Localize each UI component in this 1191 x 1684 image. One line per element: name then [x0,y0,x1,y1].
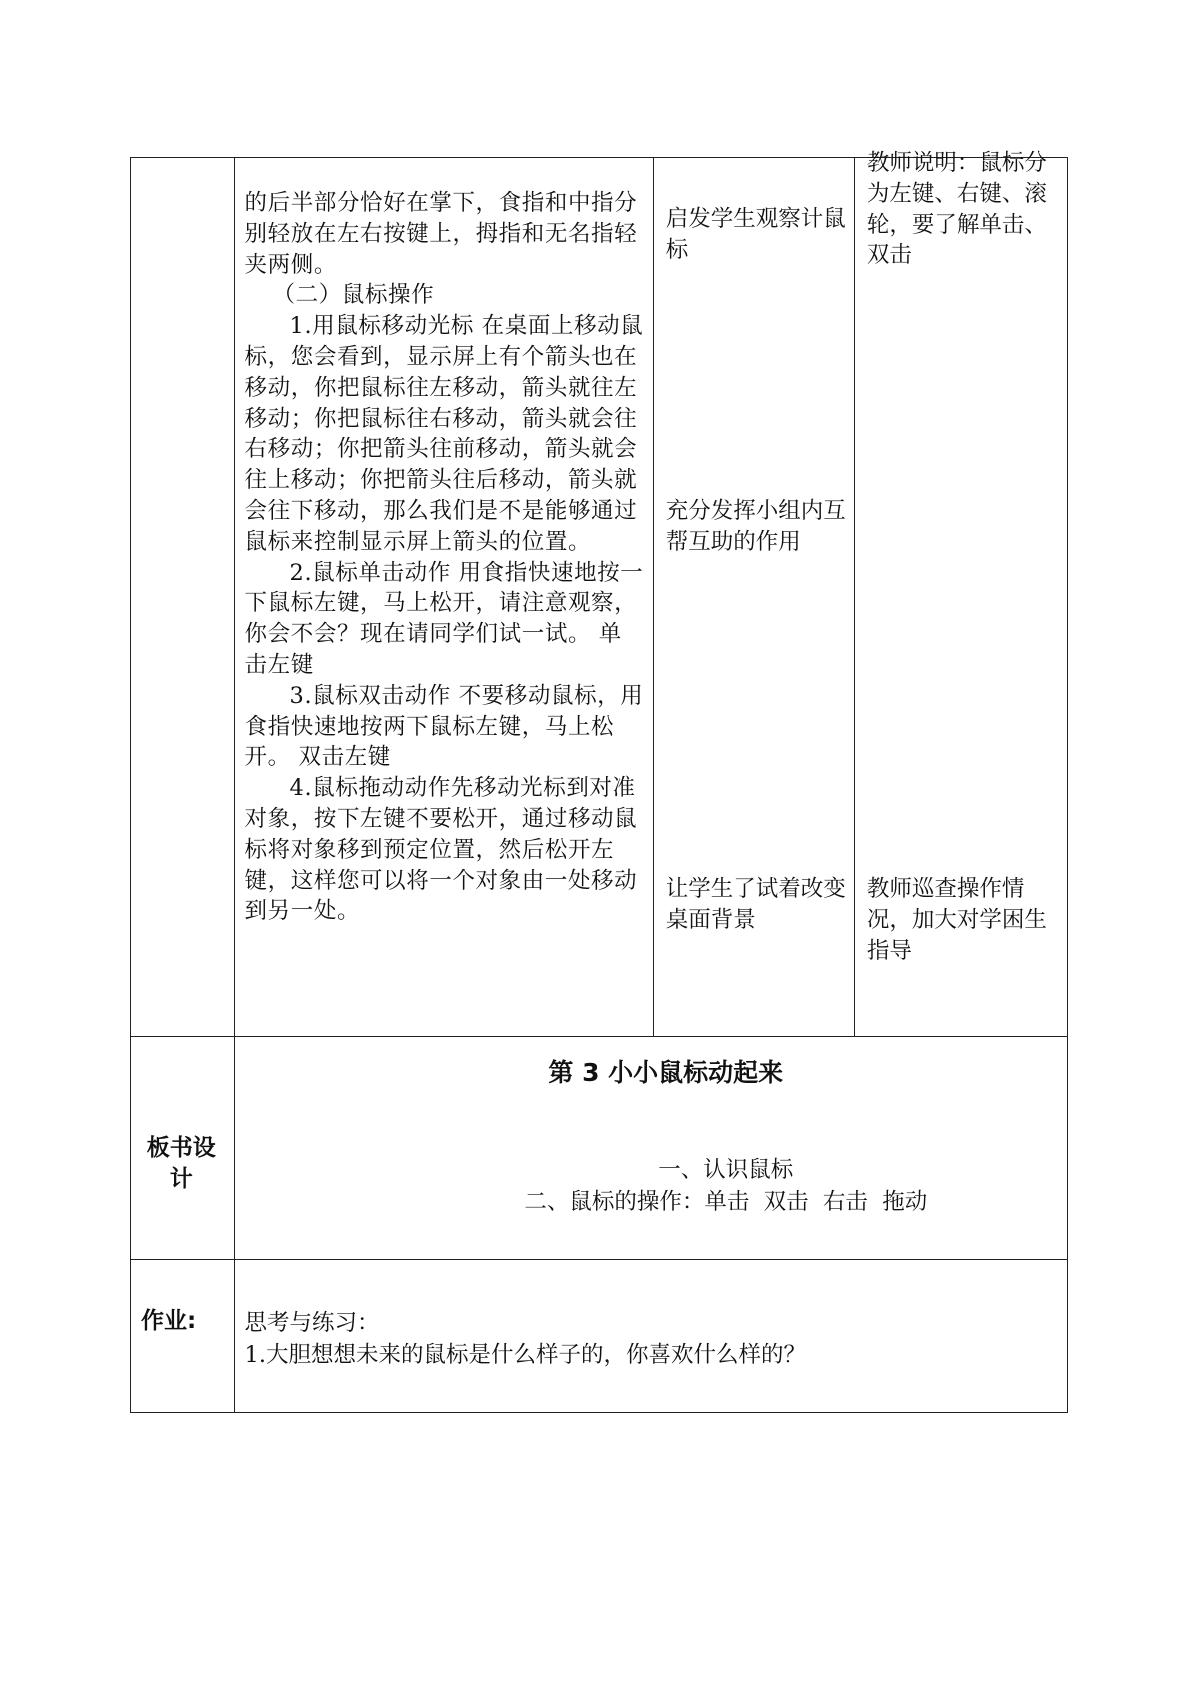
content-paragraph-drag: 4.鼠标拖动动作先移动光标到对准对象，按下左键不要松开，通过移动鼠标将对象移到预定位置，然后松开左键，这样您可以将一个对象由一处移动到另一处。 [244,775,638,925]
content-subheading: （二）鼠标操作 [272,282,435,309]
content-paragraph-click: 2.鼠标单击动作 用食指快速地按一下鼠标左键，马上松开，请注意观察，你会不会？现在请同学们试一试。 单击左键 [244,559,644,678]
lesson-plan-table [130,150,1068,1413]
student-note-background: 让学生了试着改变桌面背景 [665,876,846,933]
content-paragraph-move: 1.用鼠标移动光标 在桌面上移动鼠标，您会看到，显示屏上有个箭头也在移动，你把鼠标往左移动，箭头就往左移动；你把鼠标往右移动，箭头就会往右移动；你把箭头往前移动，箭头就会往上移动；你把箭头往后移动，箭头就会往下移动，那么我们是不是能够通过鼠标来控制显示屏上箭头的位置。 [244,313,644,555]
board-design-label-cell [131,1037,235,1260]
board-design-row [131,1037,1068,1260]
homework-heading: 思考与练习： [244,1310,380,1336]
homework-label: 作业: [141,1308,197,1334]
content-paragraph-1: 的后半部分恰好在掌下，食指和中指分别轻放在左右按键上，拇指和无名指轻夹两侧。 [244,190,638,278]
board-design-content-cell [234,1037,1067,1260]
teaching-content-cell [234,158,653,1037]
homework-item-1: 1.大胆想想未来的鼠标是什么样子的，你喜欢什么样的？ [244,1342,807,1368]
homework-label-cell [131,1260,235,1413]
student-note-group: 充分发挥小组内互帮互助的作用 [665,498,846,555]
homework-content-cell [234,1260,1067,1413]
board-line-mouse-operations: 二、鼠标的操作：单击 双击 右击 拖动 [524,1189,928,1215]
student-activity-cell [653,158,854,1037]
board-design-label: 板书设计 [146,1135,216,1192]
empty-label-cell [131,158,235,1037]
teacher-note-explain: 教师说明：鼠标分为左键、右键、滚轮，要了解单击、双击 [866,150,1047,269]
board-line-recognize-mouse: 一、认识鼠标 [658,1157,794,1183]
teacher-note-cell [854,150,1067,1037]
homework-row [131,1260,1068,1413]
board-title: 第 3 小小鼠标动起来 [548,1058,784,1087]
student-note-observe: 启发学生观察计鼠标 [665,206,846,263]
teaching-process-row [131,158,1068,1037]
teacher-note-patrol: 教师巡查操作情况，加大对学困生指导 [866,876,1047,964]
content-paragraph-double-click: 3.鼠标双击动作 不要移动鼠标，用食指快速地按两下鼠标左键，马上松开。 双击左键 [244,682,644,771]
